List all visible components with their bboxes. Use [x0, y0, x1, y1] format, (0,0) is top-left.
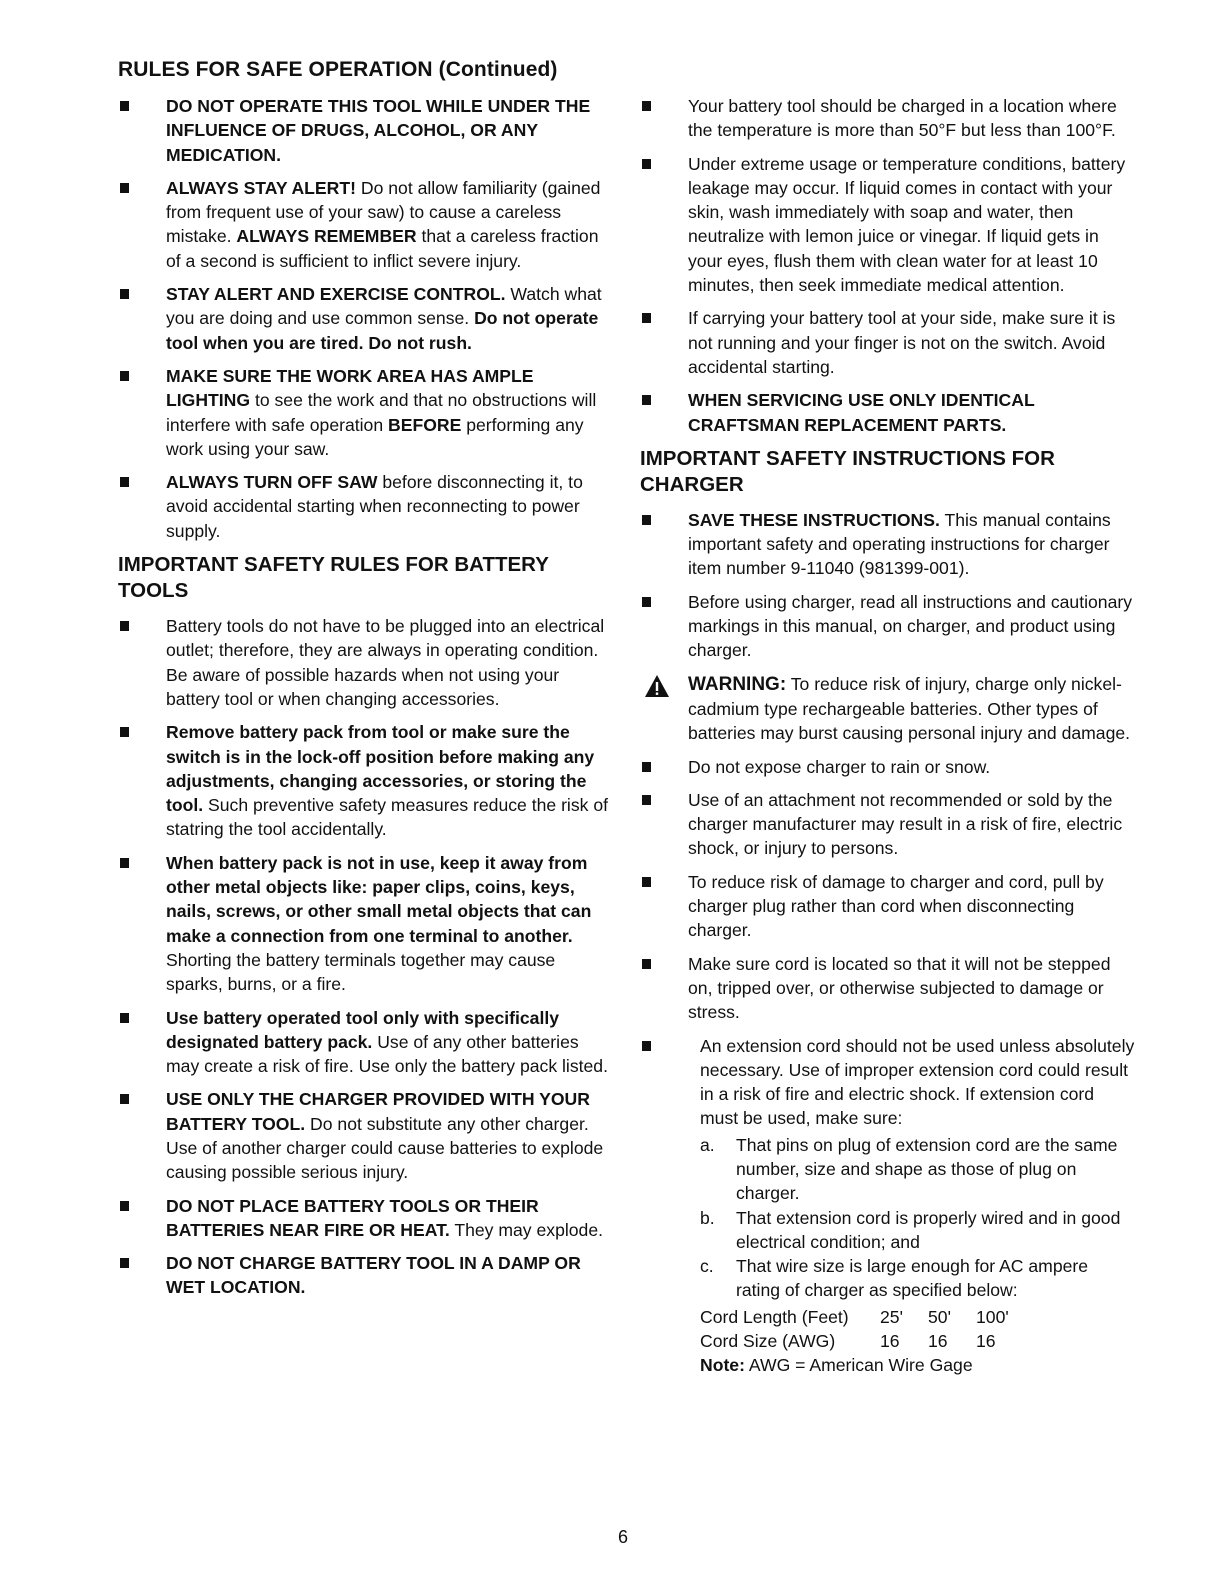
- cord-size-table: [700, 1305, 1024, 1354]
- list-item: [640, 870, 1135, 943]
- item-text: Under extreme usage or temperature conditions, battery leakage may occur. If liquid comes in contact with your skin, wash immediately with soap and water, then neutralize with lemon juice or vinegar. If liquid gets in your eyes, flush them with clean water for at least 10 minutes, then seek immediate medical attention.: [688, 153, 1126, 296]
- list-item: [118, 614, 608, 711]
- note-label: Note:: [700, 1355, 745, 1376]
- list-item: [118, 1251, 608, 1300]
- bullet-square-icon: [120, 371, 129, 381]
- list-item: [640, 152, 1135, 298]
- warning-label: WARNING:: [688, 673, 787, 695]
- item-bold-text: WHEN SERVICING USE ONLY IDENTICAL CRAFTSMAN REPLACEMENT PARTS.: [688, 390, 1035, 435]
- item-text: performing any work using your saw.: [166, 414, 584, 459]
- table-row-label: Cord Length (Feet): [700, 1306, 849, 1327]
- bullet-square-icon: [642, 877, 651, 887]
- bullet-square-icon: [120, 1258, 129, 1268]
- section-title: IMPORTANT SAFETY INSTRUCTIONS FOR CHARGER: [640, 446, 1055, 496]
- item-bold-text: ALWAYS REMEMBER: [236, 226, 417, 247]
- page-number: 6: [618, 1527, 629, 1547]
- item-bold-text: DO NOT OPERATE THIS TOOL WHILE UNDER THE INFLUENCE OF DRUGS, ALCOHOL, OR ANY MEDICATION.: [166, 96, 591, 165]
- list-item: [118, 851, 608, 997]
- item-text: Battery tools do not have to be plugged into an electrical outlet; therefore, they are always in operating condition. Be aware of possible hazards when not using your battery tool or when changing accessories.: [166, 616, 605, 709]
- list-item: [118, 1006, 608, 1079]
- list-item: [640, 306, 1135, 379]
- item-text: before disconnecting it, to avoid accidental starting when reconnecting to power supply.: [166, 472, 583, 541]
- table-cell: 16: [928, 1331, 948, 1352]
- note-text: AWG = American Wire Gage: [744, 1355, 973, 1376]
- table-row: [700, 1305, 1024, 1329]
- bullet-square-icon: [642, 515, 651, 525]
- right-column: [640, 94, 1135, 1387]
- page-title: RULES FOR SAFE OPERATION (Continued): [118, 58, 558, 81]
- left-column: [118, 94, 608, 1309]
- list-item: [640, 952, 1135, 1025]
- list-item: [118, 470, 608, 543]
- table-cell: 100': [976, 1306, 1009, 1327]
- item-bold-text: USE ONLY THE CHARGER PROVIDED WITH YOUR BATTERY TOOL.: [166, 1089, 590, 1134]
- item-text: Before using charger, read all instructions and cautionary markings in this manual, on charger, and product using charger.: [688, 591, 1133, 661]
- bullet-square-icon: [642, 313, 651, 323]
- item-bold-text: ALWAYS STAY ALERT!: [166, 177, 356, 198]
- list-item: [640, 590, 1135, 663]
- item-text: Watch what you are doing and use common sense.: [166, 284, 602, 329]
- list-item: [640, 94, 1135, 143]
- sub-item: [700, 1133, 1135, 1206]
- list-item: [118, 720, 608, 841]
- item-text: If carrying your battery tool at your side, make sure it is not running and your finger is not on the switch. Avoid accidental starting.: [688, 308, 1116, 377]
- item-bold-text: DO NOT PLACE BATTERY TOOLS OR THEIR BATTERIES NEAR FIRE OR HEAT.: [166, 1195, 539, 1240]
- list-item-extension-cord: [640, 1034, 1135, 1378]
- sub-item: [700, 1206, 1135, 1255]
- list-item: [640, 508, 1135, 581]
- warning-block: [640, 672, 1135, 746]
- item-text: Make sure cord is located so that it will not be stepped on, tripped over, or otherwise subjected to damage or stress.: [688, 953, 1111, 1023]
- item-text: To reduce risk of damage to charger and cord, pull by charger plug rather than cord when disconnecting charger.: [688, 871, 1104, 941]
- item-bold-text: Remove battery pack from tool or make sure the switch is in the lock-off position before making any adjustments, changing accessories, or storing the tool.: [166, 722, 595, 816]
- item-text: Such preventive safety measures reduce the risk of statring the tool accidentally.: [166, 795, 608, 840]
- item-bold-text: ALWAYS TURN OFF SAW: [166, 472, 378, 493]
- table-cell: 50': [928, 1306, 951, 1327]
- list-item: [640, 388, 1135, 437]
- item-bold-text: MAKE SURE THE WORK AREA HAS AMPLE LIGHTING: [166, 365, 534, 411]
- bullet-square-icon: [642, 597, 651, 607]
- bullet-square-icon: [120, 858, 129, 868]
- item-text: They may explode.: [449, 1219, 604, 1240]
- list-item: [640, 788, 1135, 861]
- table-row: [700, 1329, 1024, 1353]
- item-text: Use of any other batteries may create a risk of fire. Use only the battery pack listed.: [166, 1031, 608, 1077]
- bullet-square-icon: [120, 477, 129, 487]
- bullet-square-icon: [120, 727, 129, 737]
- item-bold-text: DO NOT CHARGE BATTERY TOOL IN A DAMP OR WET LOCATION.: [166, 1253, 581, 1298]
- item-text: An extension cord should not be used unless absolutely necessary. Use of improper extension cord could result in a risk of fire and electric shock. If extension cord must be used, make sure:: [700, 1035, 1135, 1129]
- sub-item: [700, 1254, 1135, 1303]
- bullet-square-icon: [120, 183, 129, 193]
- sub-item-text: That extension cord is properly wired and in good electrical condition; and: [736, 1207, 1121, 1252]
- item-bold-text: Use battery operated tool only with specifically designated battery pack.: [166, 1007, 560, 1052]
- list-item: [118, 176, 608, 273]
- item-text: Your battery tool should be charged in a location where the temperature is more than 50°F but less than 100°F.: [688, 96, 1117, 141]
- sub-item-letter: a.: [700, 1134, 715, 1155]
- item-bold-text: Do not operate tool when you are tired. Do not rush.: [166, 308, 599, 353]
- list-item: [118, 364, 608, 461]
- table-cell: 16: [976, 1331, 996, 1352]
- item-text: Shorting the battery terminals together may cause sparks, burns, or a fire.: [166, 949, 556, 995]
- bullet-square-icon: [642, 1041, 651, 1051]
- item-text: Do not allow familiarity (gained from frequent use of your saw) to cause a careless mistake.: [166, 177, 601, 247]
- item-text: Do not substitute any other charger. Use of another charger could cause batteries to explode causing possible serious injury.: [166, 1113, 604, 1183]
- warning-triangle-icon: [644, 674, 670, 698]
- bullet-square-icon: [120, 1013, 129, 1023]
- table-cell: 25': [880, 1306, 903, 1327]
- bullet-square-icon: [642, 762, 651, 772]
- list-item: [118, 282, 608, 355]
- item-text: that a careless fraction of a second is sufficient to inflict severe injury.: [166, 226, 599, 271]
- list-item: [118, 94, 608, 167]
- list-item: [118, 1194, 608, 1243]
- note-line: [700, 1353, 1135, 1377]
- section-title: IMPORTANT SAFETY RULES FOR BATTERY TOOLS: [118, 553, 549, 603]
- item-text: This manual contains important safety and operating instructions for charger item number 9-11040 (981399-001).: [688, 509, 1111, 579]
- bullet-square-icon: [120, 101, 129, 111]
- item-bold-text: STAY ALERT AND EXERCISE CONTROL.: [166, 284, 506, 305]
- bullet-square-icon: [642, 959, 651, 969]
- sub-item-letter: c.: [700, 1256, 714, 1277]
- sub-item-text: That pins on plug of extension cord are the same number, size and shape as those of plug on charger.: [736, 1134, 1118, 1204]
- bullet-square-icon: [642, 159, 651, 169]
- bullet-square-icon: [120, 1201, 129, 1211]
- bullet-square-icon: [642, 795, 651, 805]
- bullet-square-icon: [642, 101, 651, 111]
- list-item: [640, 755, 1135, 779]
- sub-item-text: That wire size is large enough for AC ampere rating of charger as specified below:: [736, 1256, 1089, 1301]
- table-cell: 16: [880, 1331, 900, 1352]
- list-item: [118, 1087, 608, 1184]
- item-text: Use of an attachment not recommended or sold by the charger manufacturer may result in a risk of fire, electric shock, or injury to persons.: [688, 789, 1123, 859]
- bullet-square-icon: [120, 1094, 129, 1104]
- item-bold-text: When battery pack is not in use, keep it away from other metal objects like: paper clips, coins, keys, nails, screws, or other small metal objects that can make a connection from one terminal to another.: [166, 852, 592, 946]
- sub-list: [700, 1133, 1135, 1303]
- table-row-label: Cord Size (AWG): [700, 1331, 836, 1352]
- item-bold-text: BEFORE: [388, 414, 462, 435]
- bullet-square-icon: [642, 395, 651, 405]
- sub-item-letter: b.: [700, 1207, 715, 1228]
- item-text: Do not expose charger to rain or snow.: [688, 756, 991, 777]
- bullet-square-icon: [120, 289, 129, 299]
- item-bold-text: SAVE THESE INSTRUCTIONS.: [688, 509, 940, 530]
- item-text: to see the work and that no obstructions will interfere with safe operation: [166, 390, 597, 435]
- warning-text: To reduce risk of injury, charge only nickel-cadmium type rechargeable batteries. Other types of batteries may burst causing personal injury and damage.: [688, 673, 1131, 744]
- bullet-square-icon: [120, 621, 129, 631]
